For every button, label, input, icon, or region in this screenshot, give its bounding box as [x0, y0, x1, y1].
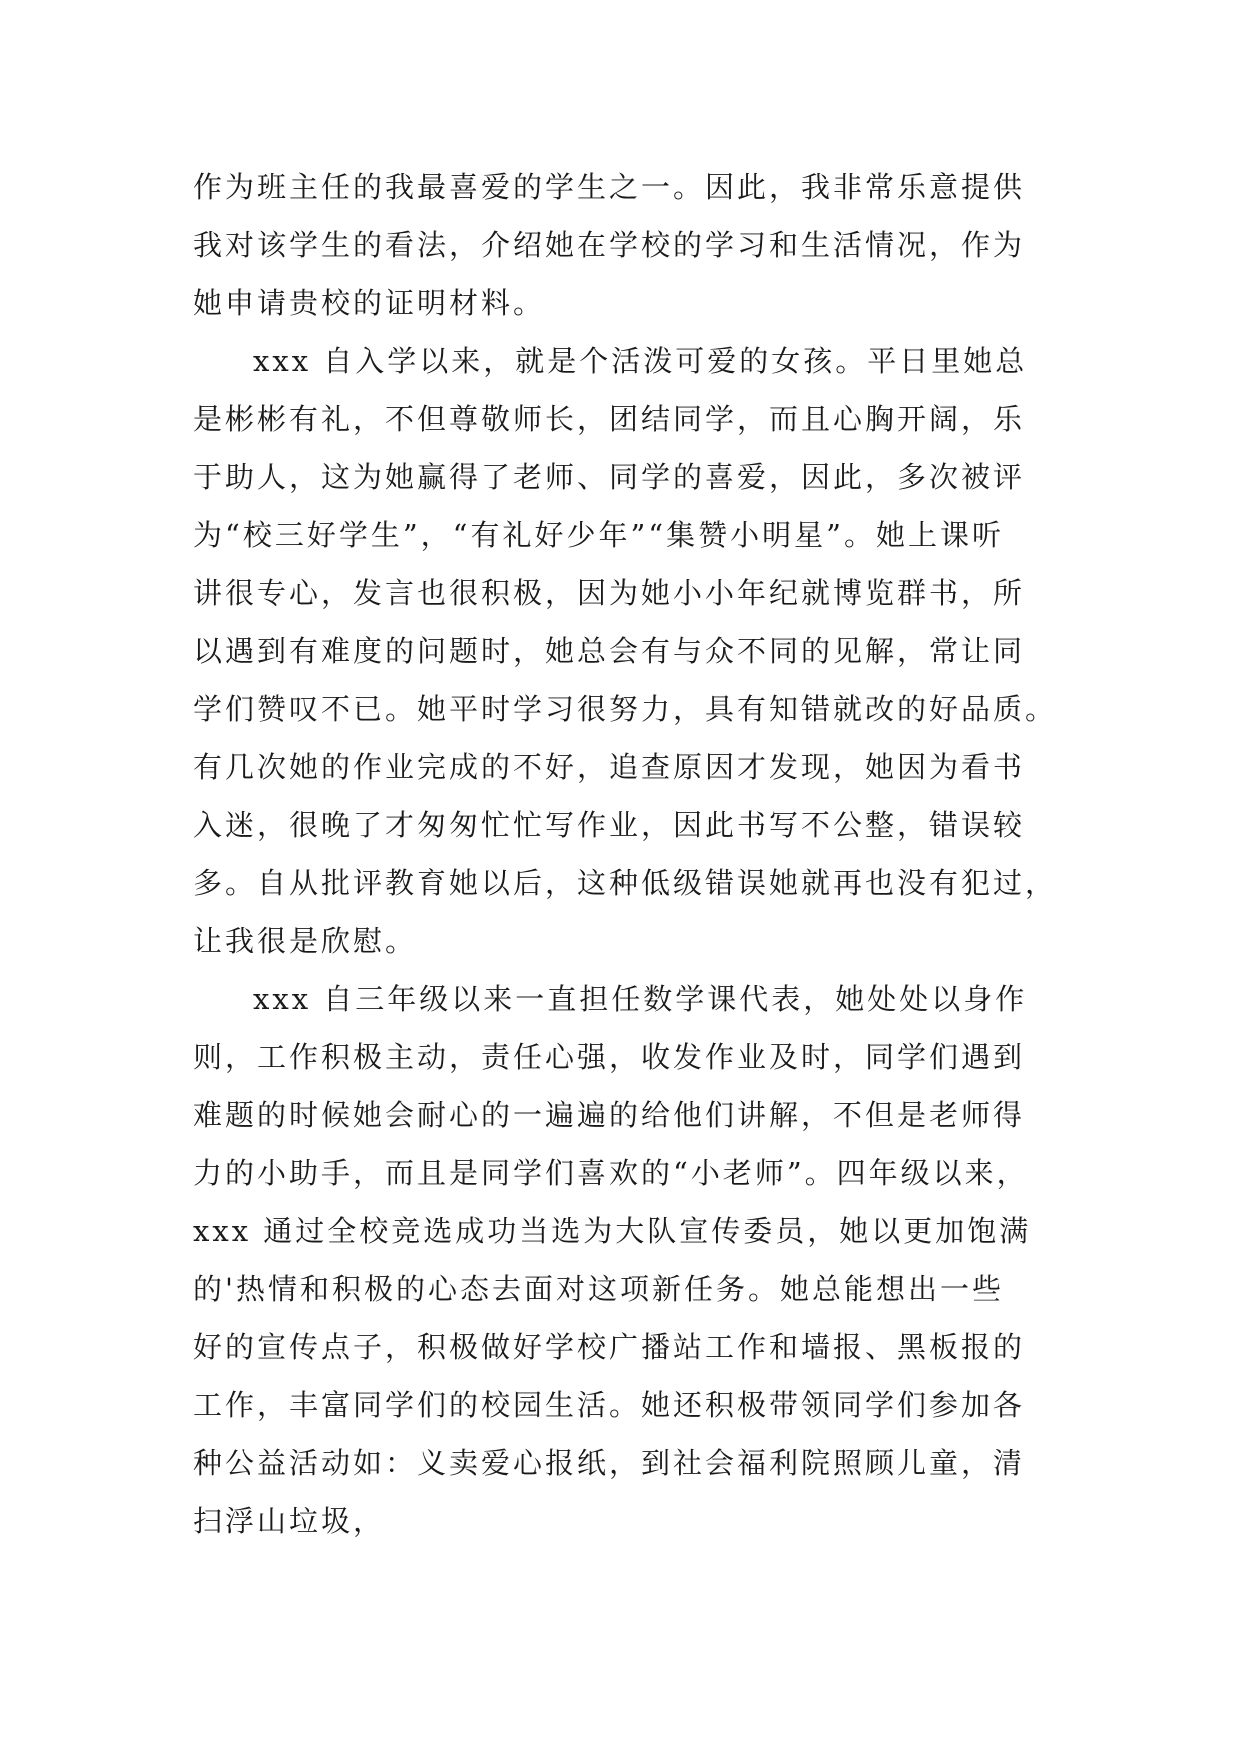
text-line: 我对该学生的看法，介绍她在学校的学习和生活情况，作为	[193, 228, 1026, 262]
text-line: 则，工作积极主动，责任心强，收发作业及时，同学们遇到	[193, 1040, 1026, 1074]
text-line: 有几次她的作业完成的不好，追查原因才发现，她因为看书	[193, 750, 1026, 784]
text-line: 以遇到有难度的问题时，她总会有与众不同的见解，常让同	[193, 634, 1026, 668]
text-line: 于助人，这为她赢得了老师、同学的喜爱，因此，多次被评	[193, 460, 1026, 494]
paragraph-2	[193, 332, 1058, 970]
text-line: 入迷，很晚了才匆匆忙忙写作业，因此书写不公整，错误较	[193, 808, 1026, 842]
paragraph-3	[193, 970, 1053, 1550]
text-line: 让我很是欣慰。	[193, 924, 418, 958]
text-line: 多。自从批评教育她以后，这种低级错误她就再也没有犯过，	[193, 866, 1058, 900]
text-line: 扫浮山垃圾，	[193, 1504, 386, 1538]
text-line: 作为班主任的我最喜爱的学生之一。因此，我非常乐意提供	[193, 170, 1026, 204]
text-line: xxx 自三年级以来一直担任数学课代表，她处处以身作	[253, 982, 1028, 1016]
text-line: 讲很专心，发言也很积极，因为她小小年纪就博览群书，所	[193, 576, 1026, 610]
text-line: 力的小助手，而且是同学们喜欢的“小老师”。四年级以来，	[193, 1156, 1029, 1190]
text-line: 工作，丰富同学们的校园生活。她还积极带领同学们参加各	[193, 1388, 1026, 1422]
document-body	[193, 158, 1058, 1550]
text-line: 种公益活动如：义卖爱心报纸，到社会福利院照顾儿童，清	[193, 1446, 1026, 1480]
paragraph-1	[193, 158, 1053, 332]
text-line: 难题的时候她会耐心的一遍遍的给他们讲解，不但是老师得	[193, 1098, 1026, 1132]
text-line: 的'热情和积极的心态去面对这项新任务。她总能想出一些	[193, 1272, 1004, 1306]
text-line: 学们赞叹不已。她平时学习很努力，具有知错就改的好品质。	[193, 692, 1058, 726]
text-line: xxx 通过全校竞选成功当选为大队宣传委员，她以更加饱满	[193, 1214, 1032, 1248]
text-line: xxx 自入学以来，就是个活泼可爱的女孩。平日里她总	[253, 344, 1028, 378]
text-line: 为“校三好学生”，“有礼好少年”“集赞小明星”。她上课听	[193, 518, 1004, 552]
text-line: 是彬彬有礼，不但尊敬师长，团结同学，而且心胸开阔，乐	[193, 402, 1026, 436]
text-line: 她申请贵校的证明材料。	[193, 286, 546, 320]
text-line: 好的宣传点子，积极做好学校广播站工作和墙报、黑板报的	[193, 1330, 1026, 1364]
